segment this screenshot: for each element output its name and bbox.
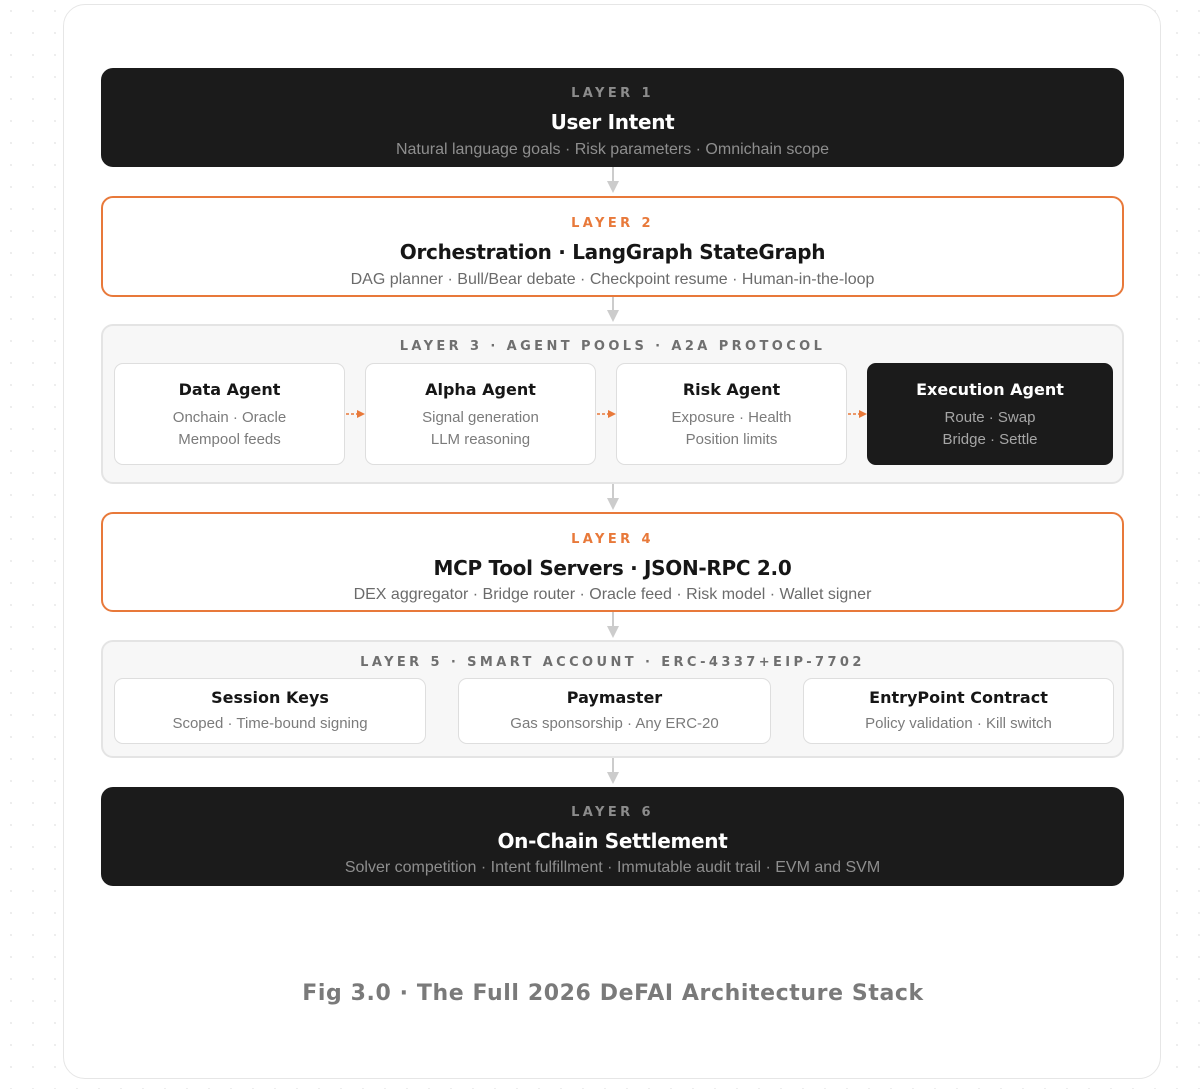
entrypoint-contract-name: EntryPoint Contract: [869, 688, 1048, 707]
layer-6-subtitle: Solver competition · Intent fulfillment · Immutable audit trail · EVM and SVM: [344, 859, 881, 876]
figure-caption: Fig 3.0 · The Full 2026 DeFAI Architecture Stack: [302, 981, 924, 1006]
layer-1-user-intent: [101, 68, 1124, 167]
layer-3-label: LAYER 3 · AGENT POOLS · A2A PROTOCOL: [399, 339, 826, 354]
layer-2-subtitle: DAG planner · Bull/Bear debate · Checkpoint resume · Human-in-the-loop: [350, 271, 875, 288]
data-agent-name: Data Agent: [178, 380, 281, 399]
execution-agent-line-1: Route · Swap: [944, 409, 1036, 426]
alpha-agent-name: Alpha Agent: [425, 380, 536, 399]
layer-6-onchain-settlement: [101, 787, 1124, 886]
layer-1-subtitle: Natural language goals · Risk parameters · Omnichain scope: [395, 141, 830, 158]
alpha-agent-box: [365, 363, 596, 465]
risk-agent-box: [616, 363, 847, 465]
arrow-data-to-alpha-icon: [345, 409, 367, 419]
layer-3-agent-pools: [101, 324, 1124, 484]
connector-arrow-5-6: [604, 758, 622, 786]
paymaster-name: Paymaster: [566, 688, 663, 707]
execution-agent-box: [867, 363, 1113, 465]
risk-agent-line-2: Position limits: [685, 431, 778, 448]
risk-agent-line-1: Exposure · Health: [671, 409, 792, 426]
arrow-alpha-to-risk-icon: [596, 409, 618, 419]
layer-1-label: LAYER 1: [571, 86, 654, 101]
layer-1-title: User Intent: [550, 110, 675, 134]
layer-2-label: LAYER 2: [571, 216, 654, 231]
layer-2-orchestration: [101, 196, 1124, 297]
entrypoint-contract-desc: Policy validation · Kill switch: [865, 715, 1052, 732]
session-keys-name: Session Keys: [211, 688, 329, 707]
data-agent-box: [114, 363, 345, 465]
layer-5-label: LAYER 5 · SMART ACCOUNT · ERC-4337+EIP-7702: [360, 655, 865, 670]
execution-agent-line-2: Bridge · Settle: [942, 431, 1038, 448]
layer-5-smart-account: [101, 640, 1124, 758]
layer-4-subtitle: DEX aggregator · Bridge router · Oracle feed · Risk model · Wallet signer: [353, 586, 872, 603]
connector-arrow-3-4: [604, 484, 622, 512]
session-keys-desc: Scoped · Time-bound signing: [172, 715, 368, 732]
paymaster-desc: Gas sponsorship · Any ERC-20: [510, 715, 719, 732]
risk-agent-name: Risk Agent: [682, 380, 781, 399]
connector-arrow-2-3: [604, 297, 622, 324]
layer-4-title: MCP Tool Servers · JSON-RPC 2.0: [433, 556, 792, 580]
entrypoint-contract-box: [803, 678, 1114, 744]
data-agent-line-2: Mempool feeds: [178, 431, 281, 448]
alpha-agent-line-2: LLM reasoning: [430, 431, 531, 448]
session-keys-box: [114, 678, 426, 744]
layer-4-label: LAYER 4: [571, 532, 654, 547]
layer-6-label: LAYER 6: [571, 805, 654, 820]
connector-arrow-4-5: [604, 612, 622, 640]
execution-agent-name: Execution Agent: [916, 380, 1064, 399]
layer-6-title: On-Chain Settlement: [497, 829, 728, 853]
arrow-risk-to-execution-icon: [847, 409, 869, 419]
alpha-agent-line-1: Signal generation: [422, 409, 539, 426]
layer-2-title: Orchestration · LangGraph StateGraph: [399, 240, 826, 264]
connector-arrow-1-2: [604, 167, 622, 195]
data-agent-line-1: Onchain · Oracle: [172, 409, 287, 426]
layer-4-mcp-tool-servers: [101, 512, 1124, 612]
paymaster-box: [458, 678, 771, 744]
